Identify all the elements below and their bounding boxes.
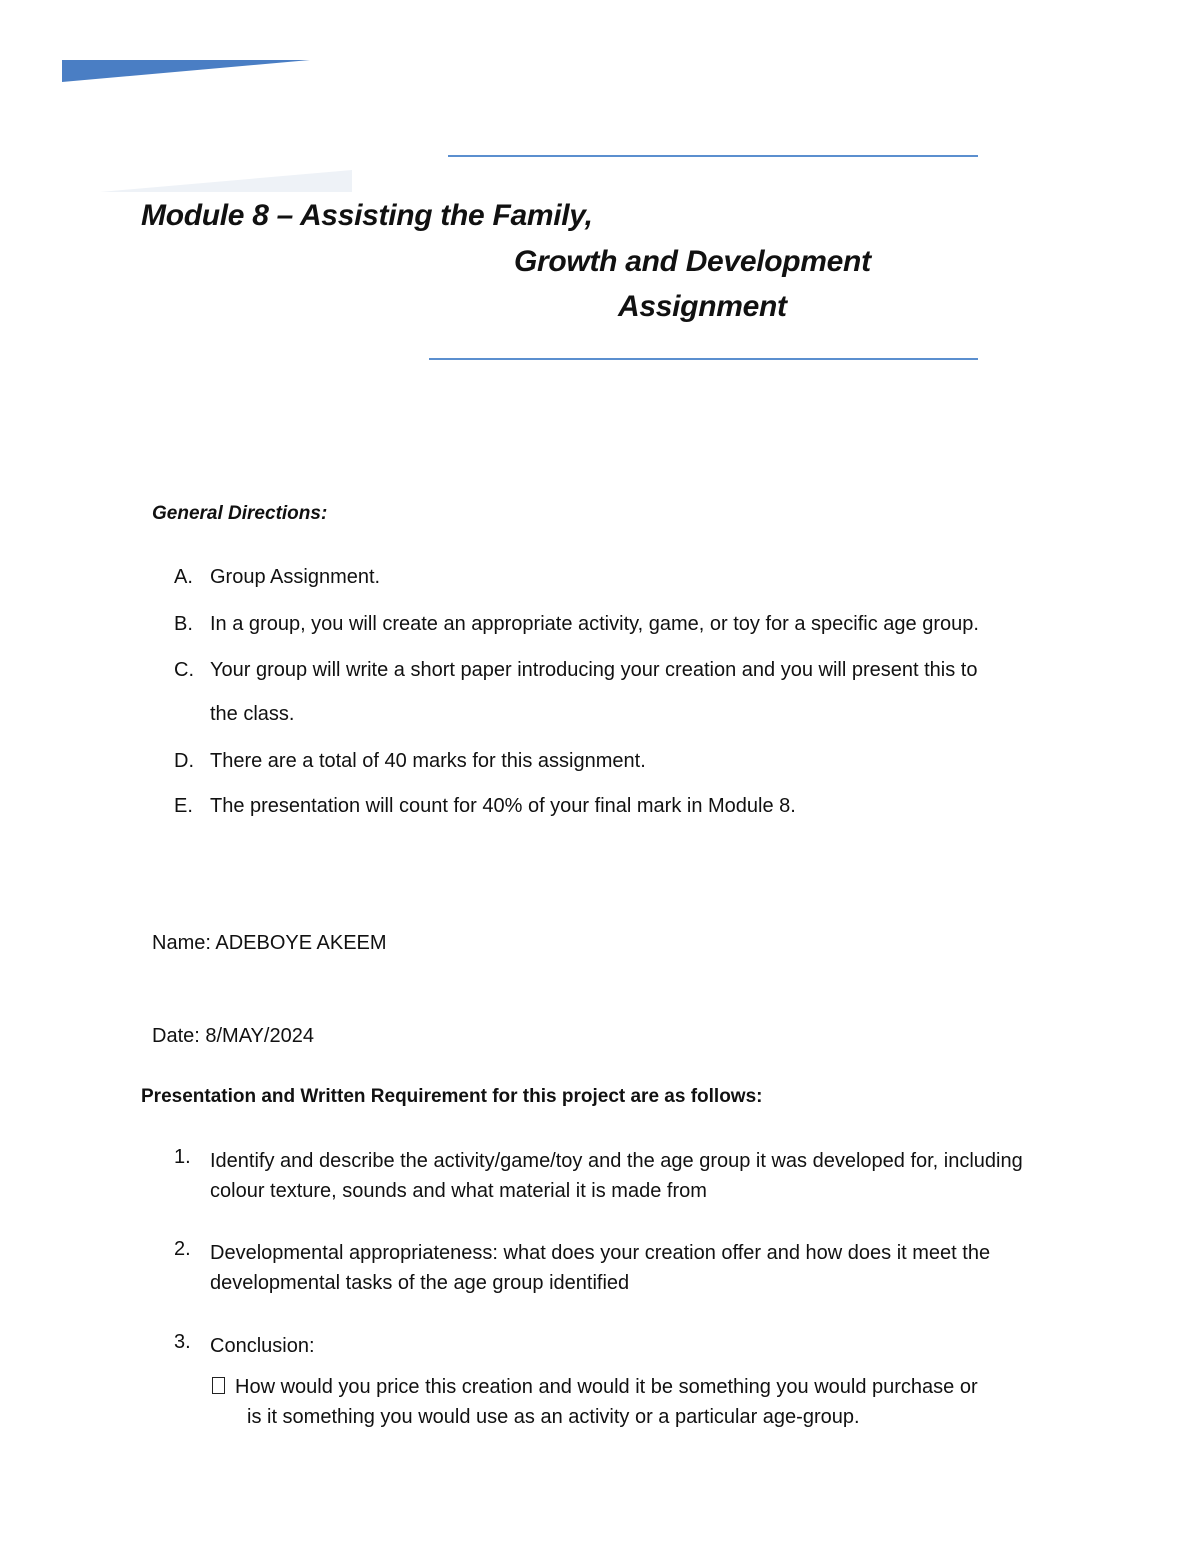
faint-wedge-shape bbox=[100, 170, 352, 192]
direction-text: There are a total of 40 marks for this assignment. bbox=[210, 750, 646, 772]
page-title-line-3: Assignment bbox=[618, 290, 787, 323]
directions-heading: General Directions: bbox=[152, 503, 328, 524]
direction-text: The presentation will count for 40% of your final mark in Module 8. bbox=[210, 795, 796, 817]
square-bullet-icon bbox=[212, 1377, 225, 1394]
requirement-text: Developmental appropriateness: what does your creation offer and how does it meet the developmental tasks of the age group identified bbox=[210, 1242, 991, 1294]
conclusion-bullet bbox=[212, 1372, 1082, 1432]
student-name: Name: ADEBOYE AKEEM bbox=[152, 932, 387, 954]
requirement-text: Conclusion: bbox=[210, 1335, 315, 1357]
requirement-text: Identify and describe the activity/game/toy and the age group it was developed for, including colour texture, sounds and what material it is made from bbox=[210, 1150, 1023, 1202]
direction-letter: B. bbox=[174, 613, 193, 635]
direction-letter: A. bbox=[174, 566, 193, 588]
direction-text: In a group, you will create an appropriate activity, game, or toy for a specific age group. bbox=[210, 613, 979, 635]
header-decoration bbox=[0, 0, 1200, 200]
requirements-heading: Presentation and Written Requirement for this project are as follows: bbox=[141, 1086, 763, 1107]
direction-text: Your group will write a short paper introducing your creation and you will present this to bbox=[210, 659, 978, 681]
bottom-divider-line bbox=[429, 358, 978, 360]
direction-letter: C. bbox=[174, 659, 194, 681]
requirement-number: 2. bbox=[174, 1238, 191, 1260]
page-title-line-1: Module 8 – Assisting the Family, bbox=[141, 199, 593, 232]
direction-letter: D. bbox=[174, 750, 194, 772]
top-divider-line bbox=[448, 155, 978, 157]
direction-letter: E. bbox=[174, 795, 193, 817]
direction-text-continued: the class. bbox=[210, 703, 295, 725]
conclusion-bullet-text-continued: is it something you would use as an activity or a particular age-group. bbox=[247, 1406, 860, 1428]
requirement-number: 1. bbox=[174, 1146, 191, 1168]
requirement-number: 3. bbox=[174, 1331, 191, 1353]
conclusion-bullet-text: How would you price this creation and would it be something you would purchase or bbox=[235, 1376, 978, 1398]
direction-text: Group Assignment. bbox=[210, 566, 381, 588]
submission-date: Date: 8/MAY/2024 bbox=[152, 1025, 314, 1047]
page-title-line-2: Growth and Development bbox=[514, 245, 871, 278]
